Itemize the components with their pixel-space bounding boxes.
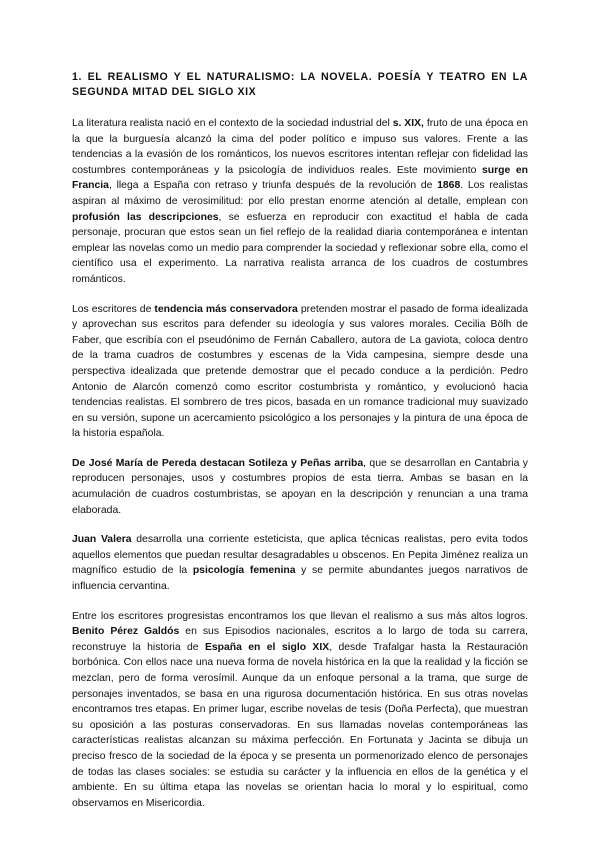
bold-text-run: surge en Francia xyxy=(72,164,528,192)
bold-text-run: España en el siglo XIX xyxy=(204,641,330,653)
bold-text-run: tendencia más conservadora xyxy=(154,303,298,315)
text-run: , llega a España con retraso y triunfa después de la revolución de xyxy=(108,180,438,192)
paragraph-realism-intro xyxy=(72,116,528,288)
text-run: , se esfuerza en reproducir con exactitud el habla de cada personaje, procuran que estos sean un fiel reflejo de la realidad diaria contemporánea e intentan emplear las novelas como un medio para comprender la sociedad y reflexionar sobre ella, como el científico usa el experimento. La narrativa realista arranca de los cuadros de costumbres románticos. xyxy=(72,211,528,285)
text-run: y se permite abundantes juegos narrativos de influencia cervantina. xyxy=(72,565,529,593)
paragraph-galdos xyxy=(72,609,528,812)
text-run: desarrolla una corriente esteticista, que aplica técnicas realistas, pero evita todos aquellos elementos que puedan resultar desagradables u obscenos. En Pepita Jiménez realiza un magnífico estudio de la xyxy=(72,534,529,577)
text-run: . Los realistas aspiran al máximo de verosimilitud: por ello prestan enorme atención al detalle, emplean con xyxy=(72,180,529,207)
text-run: Los escritores de xyxy=(72,303,155,315)
bold-text-run: Juan Valera xyxy=(72,534,132,546)
bold-text-run: Benito Pérez Galdós xyxy=(72,626,180,638)
text-run: pretenden mostrar el pasado de forma idealizada y aprovechan sus escritos para defender su ideología y sus valores morales. Cecilia Bölh de Faber, que escribía con el pseudónimo de Fernán Caballero, autora de La gaviota, coloca dentro de la trama cuadros de costumbres y escenas de la Vida campesina, siempre desde una perspectiva idealizada que pretende demostrar que el pecado conduce a la perdición. Pedro Antonio de Alarcón comenzó como escritor costumbrista y romántico, y evolucionó hacia tendencias realistas. El sombrero de tres picos, basada en un romance tradicional muy suavizado en su versión, supone un acercamiento psicológico a los personajes y la pintura de una época de la historia española. xyxy=(72,303,528,440)
text-run: fruto de una época en la que la burguesía alcanzó la cima del poder político e impuso sus valores. Frente a las tendencias a la evasión de los románticos, los nuevos escritores intentan reflejar con fidelidad las costumbres contemporáneas y la psicología de individuos reales. Este movimiento xyxy=(72,118,528,176)
bold-text-run: profusión las descripciones xyxy=(72,211,219,223)
paragraph-conservative-writers xyxy=(72,302,528,442)
paragraph-valera xyxy=(72,532,528,594)
paragraph-pereda xyxy=(72,456,528,518)
bold-text-run: s. XIX, xyxy=(392,118,424,129)
bold-text-run: psicología femenina xyxy=(192,565,296,577)
text-run: La literatura realista nació en el contexto de la sociedad industrial del xyxy=(72,118,393,129)
section-heading: 1. EL REALISMO Y EL NATURALISMO: LA NOVELA. POESÍA Y TEATRO EN LA SEGUNDA MITAD DEL SIGLO XIX xyxy=(72,71,528,98)
bold-text-run: De José María de Pereda destacan Sotileza y Peñas arriba xyxy=(72,457,364,469)
text-run: , que se desarrollan en Cantabria y reproducen personajes, usos y costumbres propios de esta tierra. Ambas se basan en la acumulación de cuadros costumbristas, se apoyan en la descripción y renuncian a una trama elaborada. xyxy=(72,457,528,516)
bold-text-run: 1868 xyxy=(437,180,461,192)
text-run: Entre los escritores progresistas encontramos los que llevan el realismo a sus más altos logros. xyxy=(72,610,528,622)
text-run: , desde Trafalgar hasta la Restauración borbónica. Con ellos nace una nueva forma de novela histórica en la que la realidad y la ficción se mezclan, pero de forma verosímil. Aunque da un enfoque personal a la trama, que surge de personajes inventados, se basa en una rigurosa documentación histórica. En sus otras novelas encontramos tres etapas. En primer lugar, escribe novelas de tesis (Doña Perfecta), que muestran su oposición a las posturas conservadoras. En sus llamadas novelas contemporáneas las características realistas alcanzan su máxima perfección. En Fortunata y Jacinta se dibuja un preciso fresco de la sociedad de la época y se presenta un pormenorizado elenco de personajes de todas las clases sociales: se estudia su carácter y la influencia en ellos de la genética y el ambiente. En su última etapa las novelas se orientan hacia lo moral y lo espiritual, como observamos en Misericordia. xyxy=(72,641,528,809)
text-run: en sus Episodios nacionales, escritos a lo largo de toda su carrera, reconstruye la historia de xyxy=(72,626,528,653)
